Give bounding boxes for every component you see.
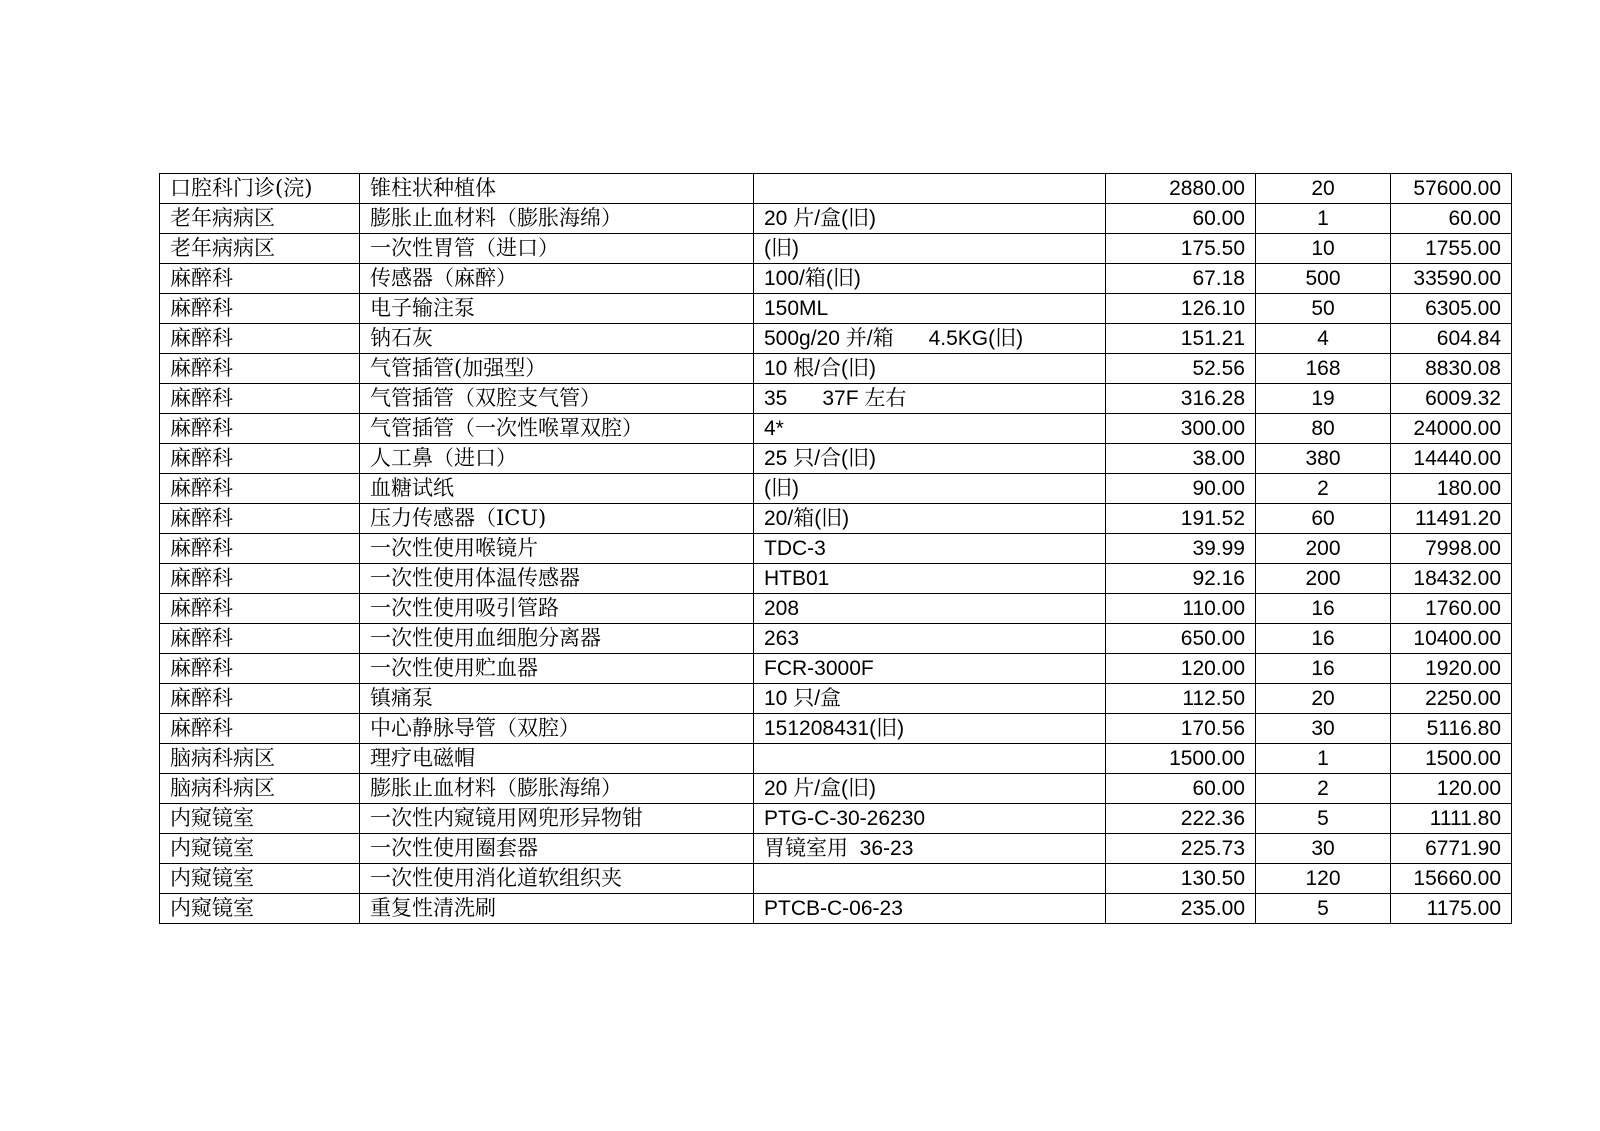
table-row: [160, 894, 1512, 924]
specification-cell: 208: [754, 594, 1106, 624]
specification-cell: PTG-C-30-26230: [754, 804, 1106, 834]
department-cell: 老年病病区: [160, 204, 360, 234]
table-row: [160, 624, 1512, 654]
item-name-cell: 传感器（麻醉）: [360, 264, 754, 294]
table-row: [160, 714, 1512, 744]
total-amount-cell: 1920.00: [1391, 654, 1512, 684]
unit-price-cell: 225.73: [1106, 834, 1256, 864]
department-cell: 脑病科病区: [160, 774, 360, 804]
unit-price-cell: 130.50: [1106, 864, 1256, 894]
department-cell: 麻醉科: [160, 444, 360, 474]
total-amount-cell: 57600.00: [1391, 174, 1512, 204]
table-row: [160, 384, 1512, 414]
department-cell: 麻醉科: [160, 564, 360, 594]
item-name-cell: 血糖试纸: [360, 474, 754, 504]
table-row: [160, 804, 1512, 834]
specification-cell: [754, 174, 1106, 204]
department-cell: 麻醉科: [160, 324, 360, 354]
department-cell: 麻醉科: [160, 624, 360, 654]
item-name-cell: 镇痛泵: [360, 684, 754, 714]
item-name-cell: 一次性使用圈套器: [360, 834, 754, 864]
specification-cell: FCR-3000F: [754, 654, 1106, 684]
item-name-cell: 人工鼻（进口）: [360, 444, 754, 474]
specification-cell: 10 只/盒: [754, 684, 1106, 714]
item-name-cell: 一次性使用贮血器: [360, 654, 754, 684]
specification-cell: 100/箱(旧): [754, 264, 1106, 294]
specification-cell: 20 片/盒(旧): [754, 204, 1106, 234]
specification-cell: PTCB-C-06-23: [754, 894, 1106, 924]
specification-cell: 20 片/盒(旧): [754, 774, 1106, 804]
table-row: [160, 504, 1512, 534]
specification-cell: 25 只/合(旧): [754, 444, 1106, 474]
unit-price-cell: 2880.00: [1106, 174, 1256, 204]
item-name-cell: 一次性使用消化道软组织夹: [360, 864, 754, 894]
specification-cell: (旧): [754, 234, 1106, 264]
item-name-cell: 钠石灰: [360, 324, 754, 354]
quantity-cell: 5: [1256, 894, 1391, 924]
item-name-cell: 一次性使用吸引管路: [360, 594, 754, 624]
department-cell: 麻醉科: [160, 414, 360, 444]
procurement-table: [159, 173, 1512, 924]
department-cell: 麻醉科: [160, 264, 360, 294]
unit-price-cell: 67.18: [1106, 264, 1256, 294]
department-cell: 麻醉科: [160, 474, 360, 504]
quantity-cell: 16: [1256, 654, 1391, 684]
unit-price-cell: 60.00: [1106, 774, 1256, 804]
unit-price-cell: 191.52: [1106, 504, 1256, 534]
unit-price-cell: 110.00: [1106, 594, 1256, 624]
quantity-cell: 19: [1256, 384, 1391, 414]
item-name-cell: 膨胀止血材料（膨胀海绵）: [360, 204, 754, 234]
department-cell: 内窥镜室: [160, 894, 360, 924]
unit-price-cell: 222.36: [1106, 804, 1256, 834]
item-name-cell: 理疗电磁帽: [360, 744, 754, 774]
quantity-cell: 16: [1256, 594, 1391, 624]
specification-cell: 胃镜室用 36-23: [754, 834, 1106, 864]
quantity-cell: 60: [1256, 504, 1391, 534]
total-amount-cell: 8830.08: [1391, 354, 1512, 384]
quantity-cell: 200: [1256, 564, 1391, 594]
specification-cell: 4*: [754, 414, 1106, 444]
quantity-cell: 80: [1256, 414, 1391, 444]
total-amount-cell: 6771.90: [1391, 834, 1512, 864]
quantity-cell: 4: [1256, 324, 1391, 354]
specification-cell: HTB01: [754, 564, 1106, 594]
specification-cell: 151208431(旧): [754, 714, 1106, 744]
department-cell: 麻醉科: [160, 594, 360, 624]
department-cell: 麻醉科: [160, 534, 360, 564]
table-row: [160, 834, 1512, 864]
unit-price-cell: 235.00: [1106, 894, 1256, 924]
total-amount-cell: 11491.20: [1391, 504, 1512, 534]
specification-cell: 35 37F 左右: [754, 384, 1106, 414]
total-amount-cell: 18432.00: [1391, 564, 1512, 594]
specification-cell: TDC-3: [754, 534, 1106, 564]
table-row: [160, 414, 1512, 444]
table-row: [160, 474, 1512, 504]
total-amount-cell: 10400.00: [1391, 624, 1512, 654]
specification-cell: [754, 744, 1106, 774]
total-amount-cell: 6305.00: [1391, 294, 1512, 324]
quantity-cell: 500: [1256, 264, 1391, 294]
total-amount-cell: 1111.80: [1391, 804, 1512, 834]
unit-price-cell: 38.00: [1106, 444, 1256, 474]
table-row: [160, 204, 1512, 234]
total-amount-cell: 60.00: [1391, 204, 1512, 234]
table-row: [160, 174, 1512, 204]
unit-price-cell: 650.00: [1106, 624, 1256, 654]
item-name-cell: 膨胀止血材料（膨胀海绵）: [360, 774, 754, 804]
item-name-cell: 中心静脉导管（双腔）: [360, 714, 754, 744]
total-amount-cell: 1500.00: [1391, 744, 1512, 774]
total-amount-cell: 1755.00: [1391, 234, 1512, 264]
department-cell: 内窥镜室: [160, 864, 360, 894]
quantity-cell: 30: [1256, 714, 1391, 744]
item-name-cell: 一次性使用血细胞分离器: [360, 624, 754, 654]
item-name-cell: 一次性使用体温传感器: [360, 564, 754, 594]
quantity-cell: 20: [1256, 174, 1391, 204]
unit-price-cell: 90.00: [1106, 474, 1256, 504]
total-amount-cell: 180.00: [1391, 474, 1512, 504]
department-cell: 内窥镜室: [160, 804, 360, 834]
item-name-cell: 气管插管（一次性喉罩双腔）: [360, 414, 754, 444]
department-cell: 麻醉科: [160, 714, 360, 744]
specification-cell: 150ML: [754, 294, 1106, 324]
total-amount-cell: 120.00: [1391, 774, 1512, 804]
table-row: [160, 444, 1512, 474]
table-row: [160, 594, 1512, 624]
quantity-cell: 120: [1256, 864, 1391, 894]
quantity-cell: 16: [1256, 624, 1391, 654]
unit-price-cell: 112.50: [1106, 684, 1256, 714]
unit-price-cell: 92.16: [1106, 564, 1256, 594]
total-amount-cell: 1175.00: [1391, 894, 1512, 924]
unit-price-cell: 120.00: [1106, 654, 1256, 684]
quantity-cell: 168: [1256, 354, 1391, 384]
department-cell: 麻醉科: [160, 384, 360, 414]
department-cell: 内窥镜室: [160, 834, 360, 864]
department-cell: 麻醉科: [160, 354, 360, 384]
table-row: [160, 354, 1512, 384]
total-amount-cell: 5116.80: [1391, 714, 1512, 744]
quantity-cell: 5: [1256, 804, 1391, 834]
table-row: [160, 774, 1512, 804]
table-row: [160, 654, 1512, 684]
quantity-cell: 2: [1256, 774, 1391, 804]
specification-cell: 500g/20 并/箱 4.5KG(旧): [754, 324, 1106, 354]
unit-price-cell: 151.21: [1106, 324, 1256, 354]
specification-cell: (旧): [754, 474, 1106, 504]
item-name-cell: 一次性使用喉镜片: [360, 534, 754, 564]
quantity-cell: 2: [1256, 474, 1391, 504]
department-cell: 老年病病区: [160, 234, 360, 264]
total-amount-cell: 2250.00: [1391, 684, 1512, 714]
unit-price-cell: 316.28: [1106, 384, 1256, 414]
quantity-cell: 1: [1256, 744, 1391, 774]
department-cell: 麻醉科: [160, 654, 360, 684]
total-amount-cell: 1760.00: [1391, 594, 1512, 624]
quantity-cell: 10: [1256, 234, 1391, 264]
item-name-cell: 重复性清洗刷: [360, 894, 754, 924]
quantity-cell: 200: [1256, 534, 1391, 564]
table-row: [160, 534, 1512, 564]
quantity-cell: 1: [1256, 204, 1391, 234]
department-cell: 麻醉科: [160, 684, 360, 714]
table-row: [160, 264, 1512, 294]
unit-price-cell: 126.10: [1106, 294, 1256, 324]
specification-cell: 263: [754, 624, 1106, 654]
unit-price-cell: 170.56: [1106, 714, 1256, 744]
item-name-cell: 电子输注泵: [360, 294, 754, 324]
quantity-cell: 30: [1256, 834, 1391, 864]
unit-price-cell: 39.99: [1106, 534, 1256, 564]
unit-price-cell: 60.00: [1106, 204, 1256, 234]
item-name-cell: 压力传感器（ICU): [360, 504, 754, 534]
department-cell: 麻醉科: [160, 294, 360, 324]
total-amount-cell: 33590.00: [1391, 264, 1512, 294]
unit-price-cell: 1500.00: [1106, 744, 1256, 774]
table-row: [160, 684, 1512, 714]
table-row: [160, 294, 1512, 324]
item-name-cell: 一次性胃管（进口）: [360, 234, 754, 264]
department-cell: 麻醉科: [160, 504, 360, 534]
table-body: [160, 174, 1512, 924]
quantity-cell: 380: [1256, 444, 1391, 474]
table-row: [160, 324, 1512, 354]
specification-cell: 10 根/合(旧): [754, 354, 1106, 384]
table-row: [160, 864, 1512, 894]
table-row: [160, 744, 1512, 774]
item-name-cell: 一次性内窥镜用网兜形异物钳: [360, 804, 754, 834]
unit-price-cell: 300.00: [1106, 414, 1256, 444]
total-amount-cell: 14440.00: [1391, 444, 1512, 474]
quantity-cell: 20: [1256, 684, 1391, 714]
item-name-cell: 气管插管（双腔支气管）: [360, 384, 754, 414]
total-amount-cell: 7998.00: [1391, 534, 1512, 564]
table-row: [160, 564, 1512, 594]
total-amount-cell: 24000.00: [1391, 414, 1512, 444]
total-amount-cell: 6009.32: [1391, 384, 1512, 414]
total-amount-cell: 604.84: [1391, 324, 1512, 354]
specification-cell: 20/箱(旧): [754, 504, 1106, 534]
quantity-cell: 50: [1256, 294, 1391, 324]
specification-cell: [754, 864, 1106, 894]
department-cell: 脑病科病区: [160, 744, 360, 774]
total-amount-cell: 15660.00: [1391, 864, 1512, 894]
unit-price-cell: 52.56: [1106, 354, 1256, 384]
item-name-cell: 气管插管(加强型）: [360, 354, 754, 384]
department-cell: 口腔科门诊(浣): [160, 174, 360, 204]
table-row: [160, 234, 1512, 264]
item-name-cell: 锥柱状种植体: [360, 174, 754, 204]
unit-price-cell: 175.50: [1106, 234, 1256, 264]
